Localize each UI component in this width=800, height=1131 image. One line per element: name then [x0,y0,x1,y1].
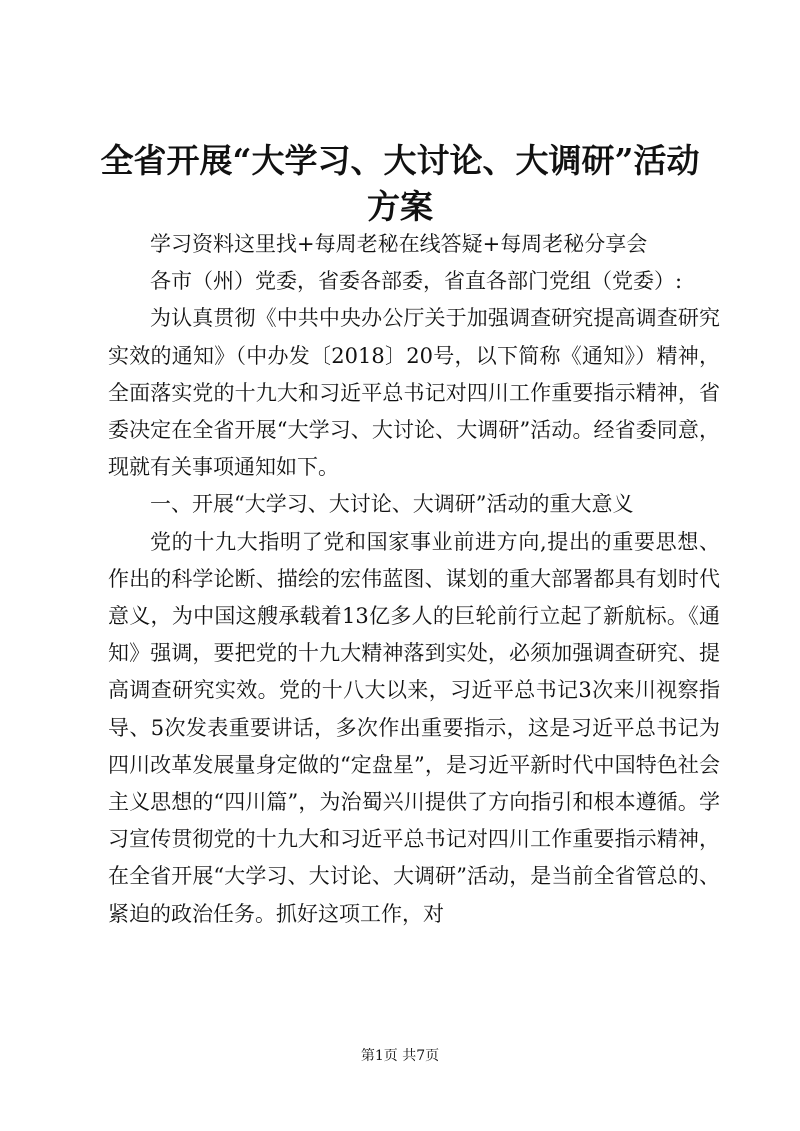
section-heading: 一、开展“大学习、大讨论、大调研”活动的重大意义 [150,492,634,517]
promo-line: 学习资料这里找+每周老秘在线答疑+每周老秘分享会 [150,232,648,256]
intro-paragraph: 为认真贯彻《中共中央办公厅关于加强调查研究提高调查研究实效的通知》（中办发〔2018〕20号，以下简称《通知》）精神，全面落实党的十九大和习近平总书记对四川工作重要指示精神，省委决定在全省开展“大学习、大讨论、大调研”活动。经省委同意，现就有关事项通知如下。 [108,306,720,480]
document-title: 全省开展“大学习、大讨论、大调研”活动方案 [100,141,700,226]
document-body [108,226,720,933]
significance-paragraph: 党的十九大指明了党和国家事业前进方向,提出的重要思想、作出的科学论断、描绘的宏伟蓝图、谋划的重大部署都具有划时代意义，为中国这艘承载着13亿多人的巨轮前行立起了新航标。《通知》强调，要把党的十九大精神落到实处，必须加强调查研究、提高调查研究实效。党的十八大以来，习近平总书记3次来川视察指导、5次发表重要讲话，多次作出重要指示，这是习近平总书记为四川改革发展量身定做的“定盘星”，是习近平新时代中国特色社会主义思想的“四川篇”，为治蜀兴川提供了方向指引和根本遵循。学习宣传贯彻党的十九大和习近平总书记对四川工作重要指示精神，在全省开展“大学习、大讨论、大调研”活动，是当前全省管总的、紧迫的政治任务。抓好这项工作，对 [108,529,720,926]
salutation-paragraph: 各市（州）党委，省委各部委，省直各部门党组（党委）: [150,269,683,294]
page-footer: 第1页 共7页 [360,1048,440,1064]
